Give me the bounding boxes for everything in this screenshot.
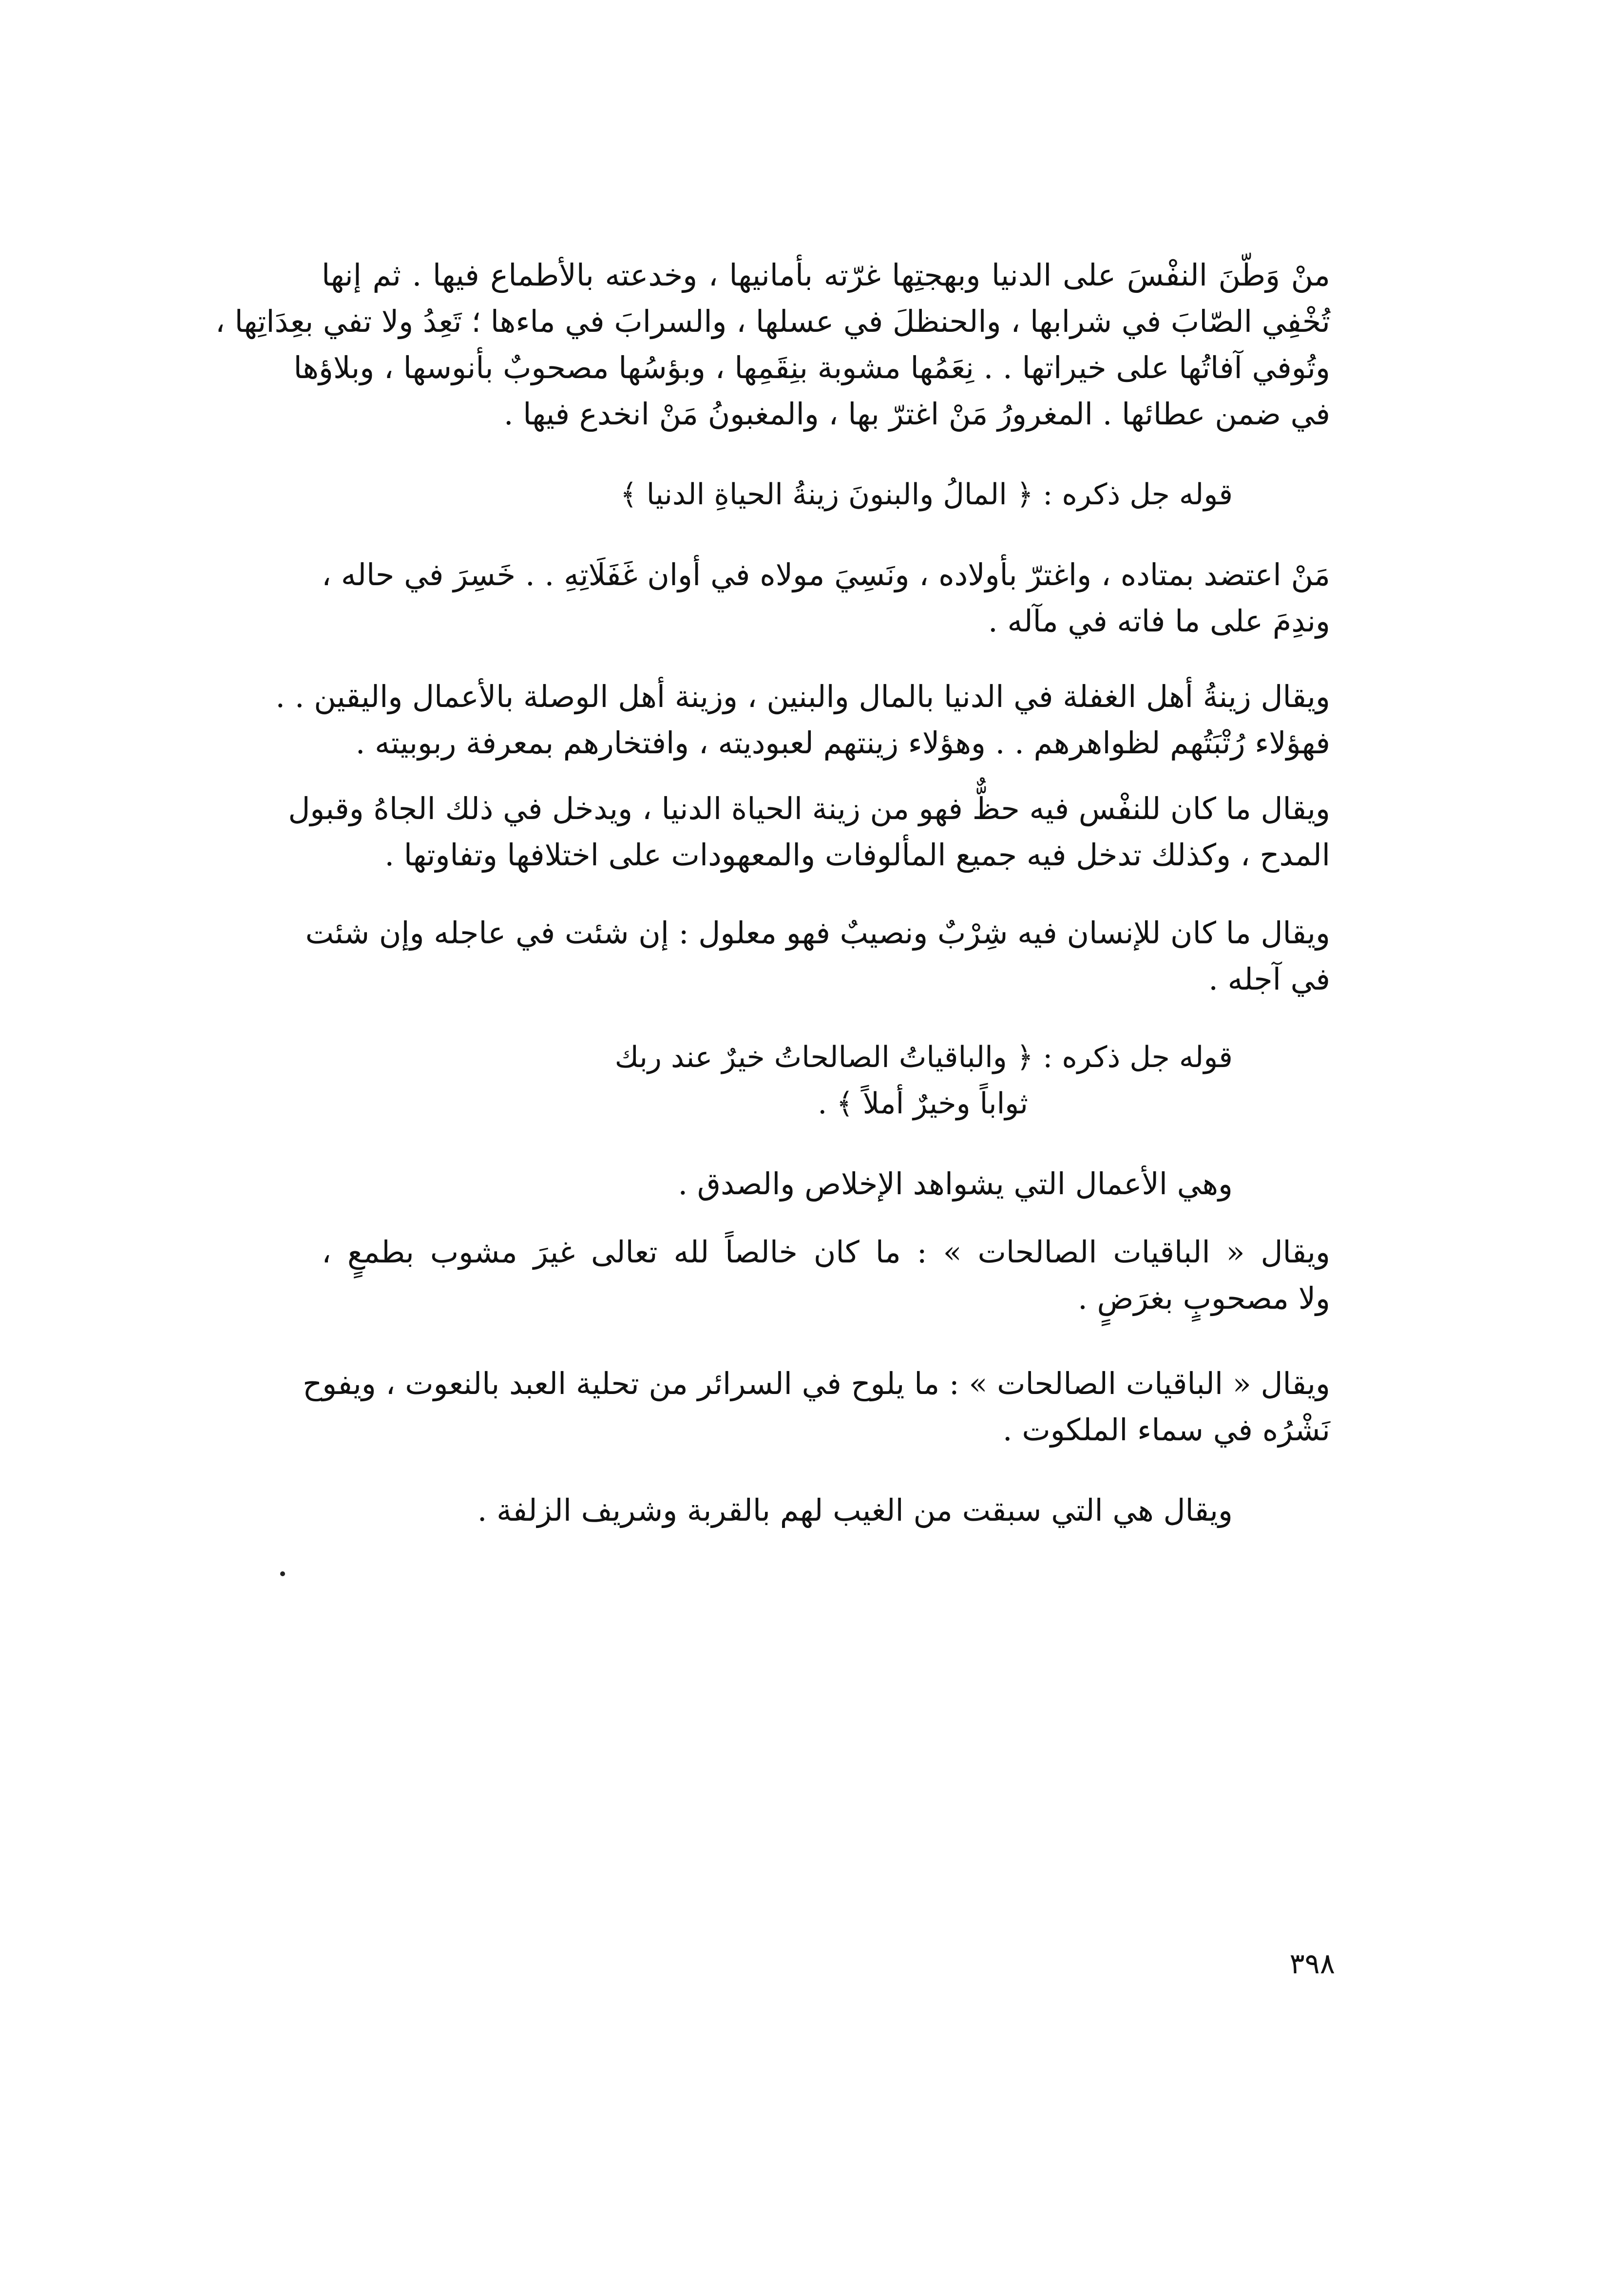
text-line: ولا مصحوبٍ بغرَضٍ .: [1078, 1280, 1330, 1316]
margin-mark: [280, 1571, 285, 1576]
text-line: نَشْرُه في سماء الملكوت .: [1002, 1412, 1330, 1448]
text-line: منْ وَطّنَ النفْسَ على الدنيا وبهجتِها غرّته بأمانيها ، وخدعته بالأطماع فيها . ثم إنها: [322, 257, 1330, 293]
text-line: ويقال « الباقيات الصالحات » : ما كان خالصاً لله تعالى غيرَ مشوب بطمعٍ ،: [322, 1234, 1330, 1270]
text-line: ويقال زينةُ أهل الغفلة في الدنيا بالمال والبنين ، وزينة أهل الوصلة بالأعمال واليقين . .: [275, 679, 1330, 714]
verse-heading: ثواباً وخيرٌ أملاً ﴾ .: [818, 1087, 1028, 1121]
text-line: ويقال ما كان للنفْس فيه حظٌّ فهو من زينة الحياة الدنيا ، ويدخل في ذلك الجاهُ وقبول: [288, 791, 1330, 826]
text-line: ويقال ما كان للإنسان فيه شِرْبٌ ونصيبٌ فهو معلول : إن شئت في عاجله وإن شئت: [305, 915, 1330, 951]
page-number: ٣٩٨: [1289, 1947, 1335, 1980]
text-line: مَنْ اعتضد بمتاده ، واغترّ بأولاده ، ونَسِيَ مولاه في أوان غَفَلَاتِهِ . . خَسِرَ في حاله ،: [322, 557, 1330, 592]
text-line: وندِمَ على ما فاته في مآله .: [988, 603, 1330, 639]
verse-heading: قوله جل ذكره : ﴿ والباقياتُ الصالحاتُ خيرٌ عند ربك: [614, 1040, 1233, 1074]
text-line: في آجله .: [1208, 961, 1330, 997]
text-line: فهؤلاء رُتْبَتُهم لظواهرهم . . وهؤلاء زينتهم لعبوديته ، وافتخارهم بمعرفة ربوبيته .: [355, 725, 1330, 761]
text-line: وهي الأعمال التي يشواهد الإخلاص والصدق .: [678, 1166, 1233, 1202]
text-line: ويقال « الباقيات الصالحات » : ما يلوح في السرائر من تحلية العبد بالنعوت ، ويفوح: [303, 1366, 1330, 1401]
text-line: في ضمن عطائها . المغرورُ مَنْ اغترّ بها ، والمغبونُ مَنْ انخدع فيها .: [503, 396, 1330, 432]
text-line: ويقال هي التي سبقت من الغيب لهم بالقربة وشريف الزلفة .: [477, 1492, 1233, 1528]
text-line: تُخْفِي الصّابَ في شرابها ، والحنظلَ في عسلها ، والسرابَ في ماءها ؛ تَعِدُ ولا تفي بعِدَاتِها ،: [215, 304, 1330, 339]
verse-heading: قوله جل ذكره : ﴿ المالُ والبنونَ زينةُ الحياةِ الدنيا ﴾: [620, 477, 1233, 512]
text-line: المدح ، وكذلك تدخل فيه جميع المألوفات والمعهودات على اختلافها وتفاوتها .: [384, 837, 1330, 873]
text-line: وتُوفي آفاتُها على خيراتها . . نِعَمُها مشوبة بنِقَمِها ، وبؤسُها مصحوبٌ بأنوسها ، وبلاؤها: [293, 350, 1330, 385]
